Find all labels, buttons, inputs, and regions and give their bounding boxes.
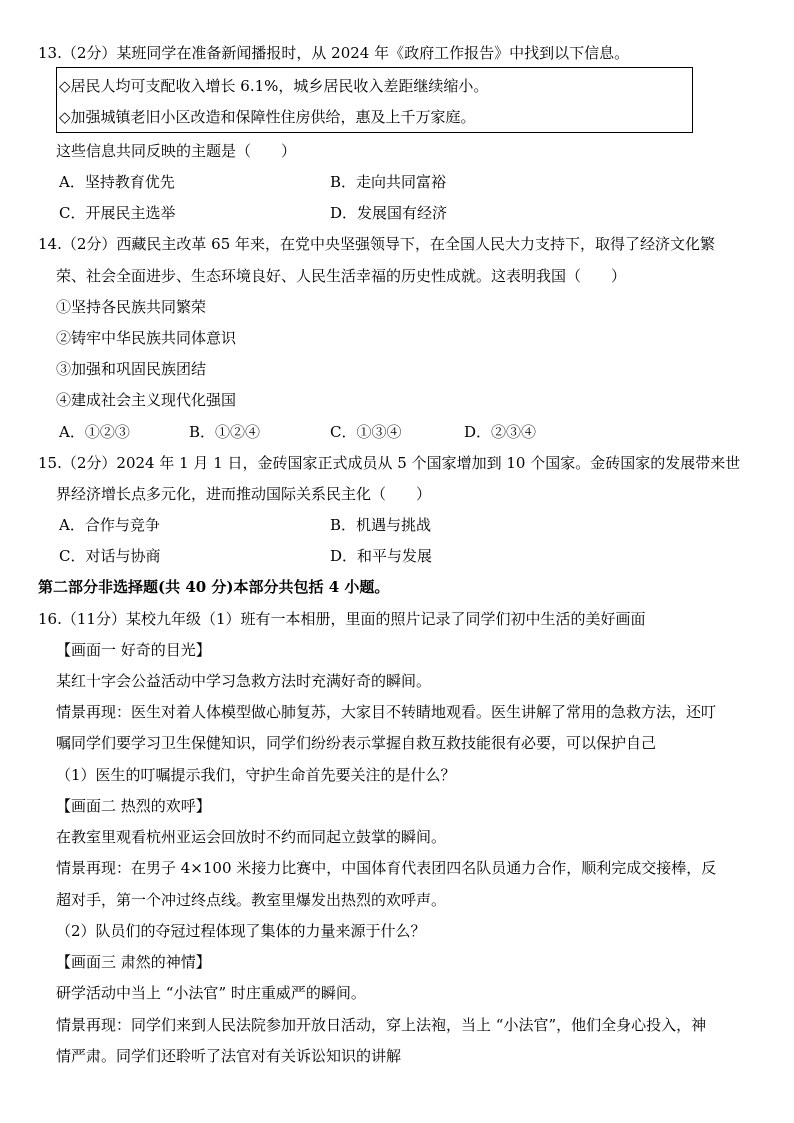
q14-item-4: ④建成社会主义现代化强国 [56, 391, 237, 409]
q16-scene3-desc: 研学活动中当上 “小法官” 时庄重威严的瞬间。 [56, 984, 366, 1002]
q16-scene2-review-line-1: 情景再现：在男子 4×100 米接力比赛中，中国体育代表团四名队员通力合作，顺利完成交接棒，反 [56, 859, 717, 877]
q13-info-line-2: ◇加强城镇老旧小区改造和保障性住房供给，惠及上千万家庭。 [59, 108, 476, 126]
q16-sub-question-2: （2）队员们的夺冠过程体现了集体的力量来源于什么？ [56, 922, 426, 940]
part2-heading: 第二部分非选择题(共 40 分)本部分共包括 4 小题。 [38, 578, 390, 596]
q13-option-c[interactable]: C．开展民主选举 [59, 204, 176, 222]
q16-sub-question-1: （1）医生的叮嘱提示我们，守护生命首先要关注的是什么？ [56, 766, 456, 784]
q15-option-c[interactable]: C．对话与协商 [59, 547, 161, 565]
q13-stem: 13.（2分）某班同学在准备新闻播报时，从 2024 年《政府工作报告》中找到以下信息。 [38, 44, 630, 62]
q13-option-d[interactable]: D．发展国有经济 [330, 204, 448, 222]
q16-scene1-review-line-1: 情景再现：医生对着人体模型做心肺复苏，大家目不转睛地观看。医生讲解了常用的急救方法，还叮 [56, 703, 717, 721]
q15-option-a[interactable]: A．合作与竞争 [59, 516, 160, 534]
q13-option-a[interactable]: A．坚持教育优先 [59, 173, 175, 191]
q15-option-d[interactable]: D．和平与发展 [330, 547, 433, 565]
q14-option-c[interactable]: C．①③④ [330, 423, 402, 441]
q14-item-2: ②铸牢中华民族共同体意识 [56, 329, 237, 347]
q15-option-b[interactable]: B．机遇与挑战 [330, 516, 432, 534]
q16-scene2-title: 【画面二 热烈的欢呼】 [56, 797, 211, 815]
q16-stem: 16.（11分）某校九年级（1）班有一本相册，里面的照片记录了同学们初中生活的美好画面 [38, 610, 646, 628]
q14-item-3: ③加强和巩固民族团结 [56, 360, 207, 378]
q13-info-line-1: ◇居民人均可支配收入增长 6.1%，城乡居民收入差距继续缩小。 [59, 77, 489, 95]
q13-question: 这些信息共同反映的主题是（ ） [56, 142, 297, 160]
q15-stem-line-1: 15.（2分）2024 年 1 月 1 日，金砖国家正式成员从 5 个国家增加到 10 个国家。金砖国家的发展带来世 [38, 454, 741, 472]
q16-scene1-desc: 某红十字会公益活动中学习急救方法时充满好奇的瞬间。 [56, 672, 432, 690]
q16-scene3-title: 【画面三 肃然的神情】 [56, 953, 211, 971]
q15-stem-line-2: 界经济增长点多元化，进而推动国际关系民主化（ ） [56, 485, 432, 503]
q16-scene2-review-line-2: 超对手，第一个冲过终点线。教室里爆发出热烈的欢呼声。 [56, 891, 447, 909]
q14-stem-line-2: 荣、社会全面进步、生态环境良好、人民生活幸福的历史性成就。这表明我国（ ） [56, 267, 627, 285]
q16-scene1-review-line-2: 嘱同学们要学习卫生保健知识，同学们纷纷表示掌握自救互救技能很有必要，可以保护自己 [56, 734, 657, 752]
q14-option-b[interactable]: B．①②④ [189, 423, 261, 441]
q16-scene3-review-line-1: 情景再现：同学们来到人民法院参加开放日活动，穿上法袍，当上 “小法官”，他们全身心投入，神 [56, 1016, 707, 1034]
q14-stem-line-1: 14.（2分）西藏民主改革 65 年来，在党中央坚强领导下，在全国人民大力支持下，取得了经济文化繁 [38, 235, 716, 253]
q16-scene2-desc: 在教室里观看杭州亚运会回放时不约而同起立鼓掌的瞬间。 [56, 828, 447, 846]
q16-scene1-title: 【画面一 好奇的目光】 [56, 641, 211, 659]
q16-scene3-review-line-2: 情严肃。同学们还聆听了法官对有关诉讼知识的讲解 [56, 1047, 402, 1065]
q14-option-a[interactable]: A．①②③ [59, 423, 130, 441]
q14-option-d[interactable]: D．②③④ [464, 423, 537, 441]
q14-item-1: ①坚持各民族共同繁荣 [56, 298, 207, 316]
q13-option-b[interactable]: B．走向共同富裕 [330, 173, 447, 191]
